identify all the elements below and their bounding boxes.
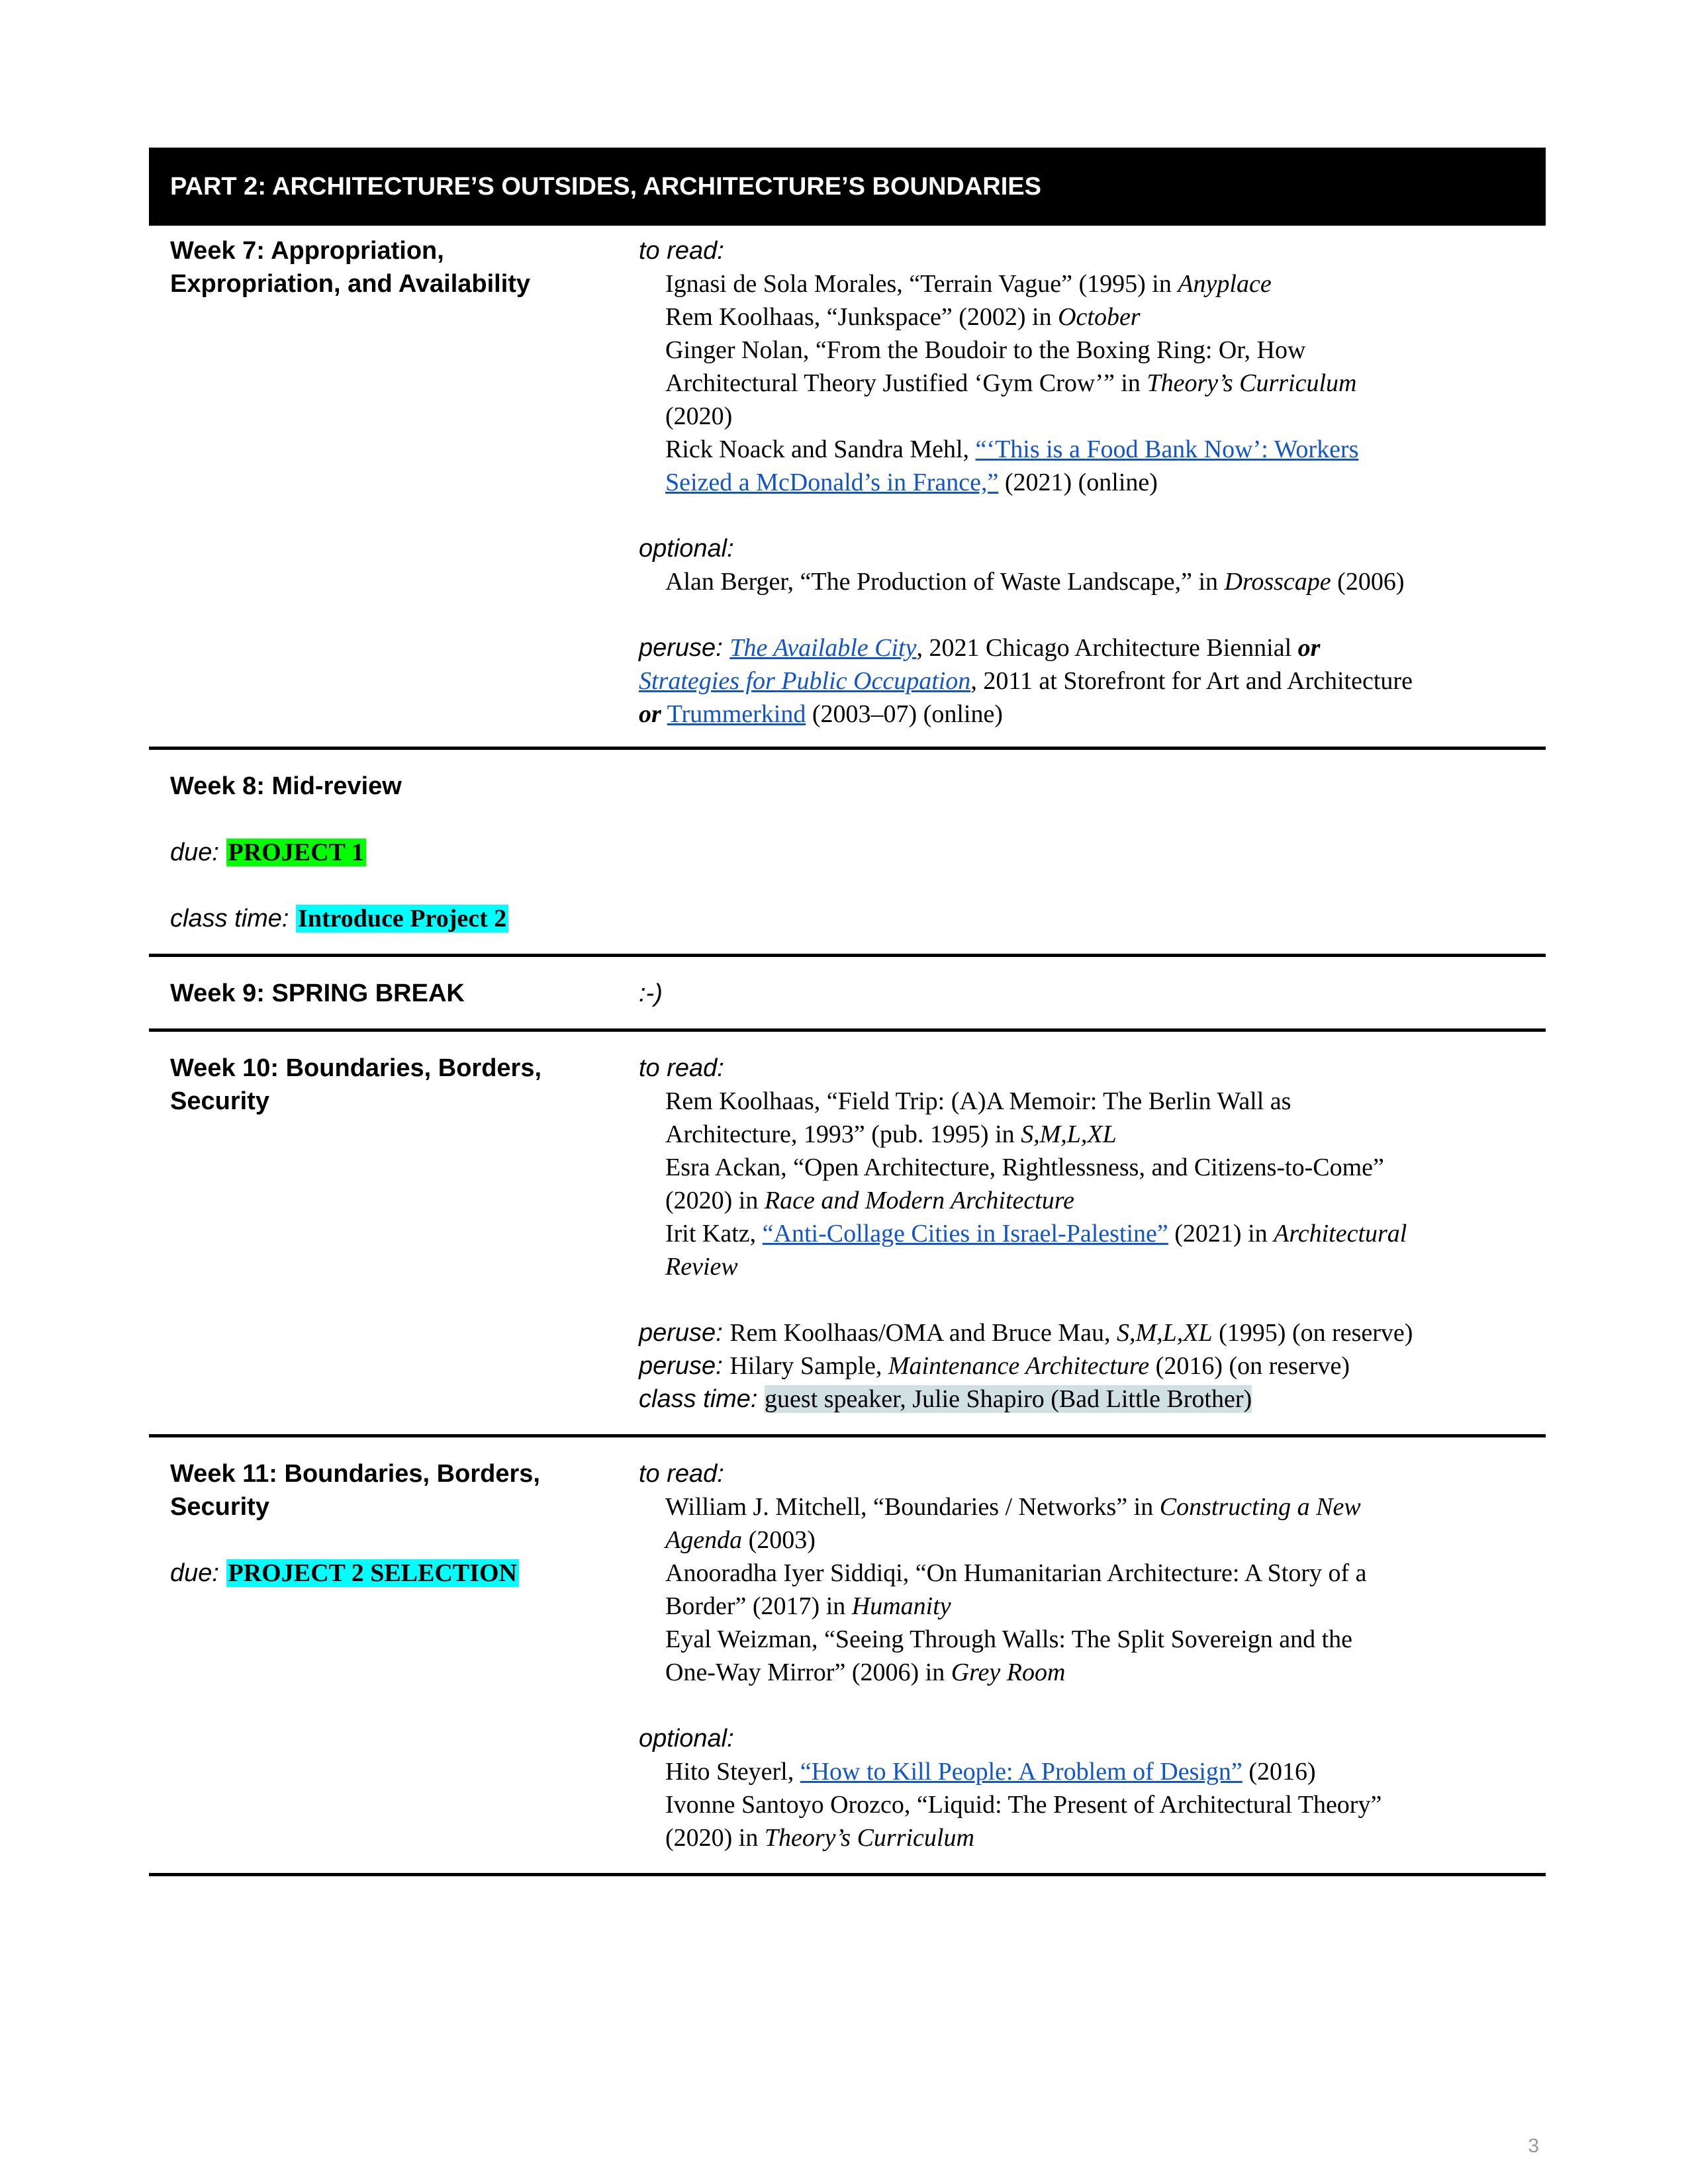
- reading-item-cont: One-Way Mirror” (2006) in Grey Room: [665, 1659, 1066, 1686]
- reading-item: Ginger Nolan, “From the Boudoir to the Boxing Ring: Or, How: [665, 336, 1306, 364]
- reading-item-cont: (2020): [665, 402, 733, 430]
- kill-people-link[interactable]: “How to Kill People: A Problem of Design”: [800, 1758, 1243, 1786]
- week-11-title-line1: Week 11: Boundaries, Borders,: [170, 1460, 540, 1488]
- week-8-row: [149, 750, 1546, 957]
- optional-label: optional:: [639, 535, 734, 563]
- food-bank-link-cont[interactable]: Seized a McDonald’s in France,”: [665, 469, 999, 496]
- trummerkind-link[interactable]: Trummerkind: [667, 700, 806, 728]
- week-7-title-line1: Week 7: Appropriation,: [170, 237, 444, 265]
- due-line: due: PROJECT 1: [170, 836, 1546, 869]
- week-11-title-line2: Security: [170, 1493, 269, 1521]
- reading-item-cont: Architecture, 1993” (pub. 1995) in S,M,L,XL: [665, 1120, 1117, 1148]
- reading-item: Ignasi de Sola Morales, “Terrain Vague” (1995) in Anyplace: [665, 270, 1272, 298]
- week-7-row: [149, 226, 1546, 750]
- week-11-row: [149, 1437, 1546, 1876]
- public-occupation-link[interactable]: Strategies for Public Occupation: [639, 667, 971, 695]
- anti-collage-link[interactable]: “Anti-Collage Cities in Israel-Palestine”: [762, 1220, 1168, 1248]
- peruse-line: peruse: Rem Koolhaas/OMA and Bruce Mau, S,M,L,XL (1995) (on reserve): [639, 1319, 1413, 1347]
- week-10-title-line2: Security: [170, 1087, 269, 1115]
- part-banner: [149, 148, 1546, 226]
- page-number: 3: [1528, 2135, 1539, 2157]
- food-bank-link[interactable]: “‘This is a Food Bank Now’: Workers: [975, 435, 1359, 463]
- peruse-line: peruse: The Available City, 2021 Chicago Architecture Biennial or: [639, 634, 1321, 662]
- optional-label: optional:: [639, 1725, 734, 1752]
- guest-speaker-highlight: guest speaker, Julie Shapiro (Bad Little Brother): [765, 1385, 1252, 1413]
- reading-item: William J. Mitchell, “Boundaries / Networks” in Constructing a New: [665, 1493, 1361, 1521]
- week-9-note: :-): [639, 979, 663, 1007]
- reading-item-cont: Architectural Theory Justified ‘Gym Crow’” in Theory’s Curriculum: [665, 369, 1357, 397]
- part-title: PART 2: ARCHITECTURE’S OUTSIDES, ARCHITECTURE’S BOUNDARIES: [170, 172, 1041, 201]
- reading-item-cont: (2020) in Race and Modern Architecture: [665, 1187, 1075, 1214]
- class-time-line: class time: Introduce Project 2: [170, 902, 1546, 935]
- week-8-title: Week 8: Mid-review: [170, 772, 402, 800]
- reading-item: Rem Koolhaas, “Junkspace” (2002) in October: [665, 303, 1141, 331]
- week-7-title-line2: Expropriation, and Availability: [170, 270, 531, 298]
- to-read-label: to read:: [639, 1460, 724, 1488]
- week-9-title: Week 9: SPRING BREAK: [170, 979, 465, 1007]
- reading-item-cont: Border” (2017) in Humanity: [665, 1592, 951, 1620]
- class-time-line: class time: guest speaker, Julie Shapiro (Bad Little Brother): [639, 1385, 1252, 1413]
- due-line: due: PROJECT 2 SELECTION: [170, 1557, 639, 1590]
- introduce-project-2-badge: Introduce Project 2: [296, 905, 508, 933]
- to-read-label: to read:: [639, 1054, 724, 1082]
- optional-item: Hito Steyerl, “How to Kill People: A Problem of Design” (2016): [665, 1758, 1316, 1786]
- peruse-line-cont: or Trummerkind (2003–07) (online): [639, 700, 1003, 728]
- optional-item-cont: (2020) in Theory’s Curriculum: [665, 1824, 974, 1852]
- project-1-badge: PROJECT 1: [226, 839, 366, 866]
- peruse-line: peruse: Hilary Sample, Maintenance Architecture (2016) (on reserve): [639, 1352, 1350, 1380]
- week-10-title-line1: Week 10: Boundaries, Borders,: [170, 1054, 542, 1082]
- reading-item: Esra Ackan, “Open Architecture, Rightlessness, and Citizens-to-Come”: [665, 1154, 1384, 1181]
- reading-item: Eyal Weizman, “Seeing Through Walls: The Split Sovereign and the: [665, 1625, 1352, 1653]
- reading-item: Rick Noack and Sandra Mehl, “‘This is a Food Bank Now’: Workers: [665, 435, 1359, 463]
- reading-item: Rem Koolhaas, “Field Trip: (A)A Memoir: The Berlin Wall as: [665, 1087, 1291, 1115]
- reading-item-cont: Review: [665, 1253, 738, 1281]
- reading-item-cont: Seized a McDonald’s in France,” (2021) (online): [665, 469, 1158, 496]
- reading-item-cont: Agenda (2003): [665, 1526, 816, 1554]
- syllabus-page: [149, 148, 1546, 1876]
- optional-item: Ivonne Santoyo Orozco, “Liquid: The Present of Architectural Theory”: [665, 1791, 1382, 1819]
- peruse-line-cont: Strategies for Public Occupation, 2011 at Storefront for Art and Architecture: [639, 667, 1413, 695]
- week-9-row: [149, 957, 1546, 1032]
- week-10-row: [149, 1032, 1546, 1437]
- reading-item: Anooradha Iyer Siddiqi, “On Humanitarian Architecture: A Story of a: [665, 1559, 1367, 1587]
- optional-item: Alan Berger, “The Production of Waste Landscape,” in Drosscape (2006): [665, 568, 1405, 596]
- project-2-selection-badge: PROJECT 2 SELECTION: [226, 1559, 519, 1587]
- reading-item: Irit Katz, “Anti-Collage Cities in Israel-Palestine” (2021) in Architectural: [665, 1220, 1407, 1248]
- available-city-link[interactable]: The Available City: [729, 634, 917, 662]
- to-read-label: to read:: [639, 237, 724, 265]
